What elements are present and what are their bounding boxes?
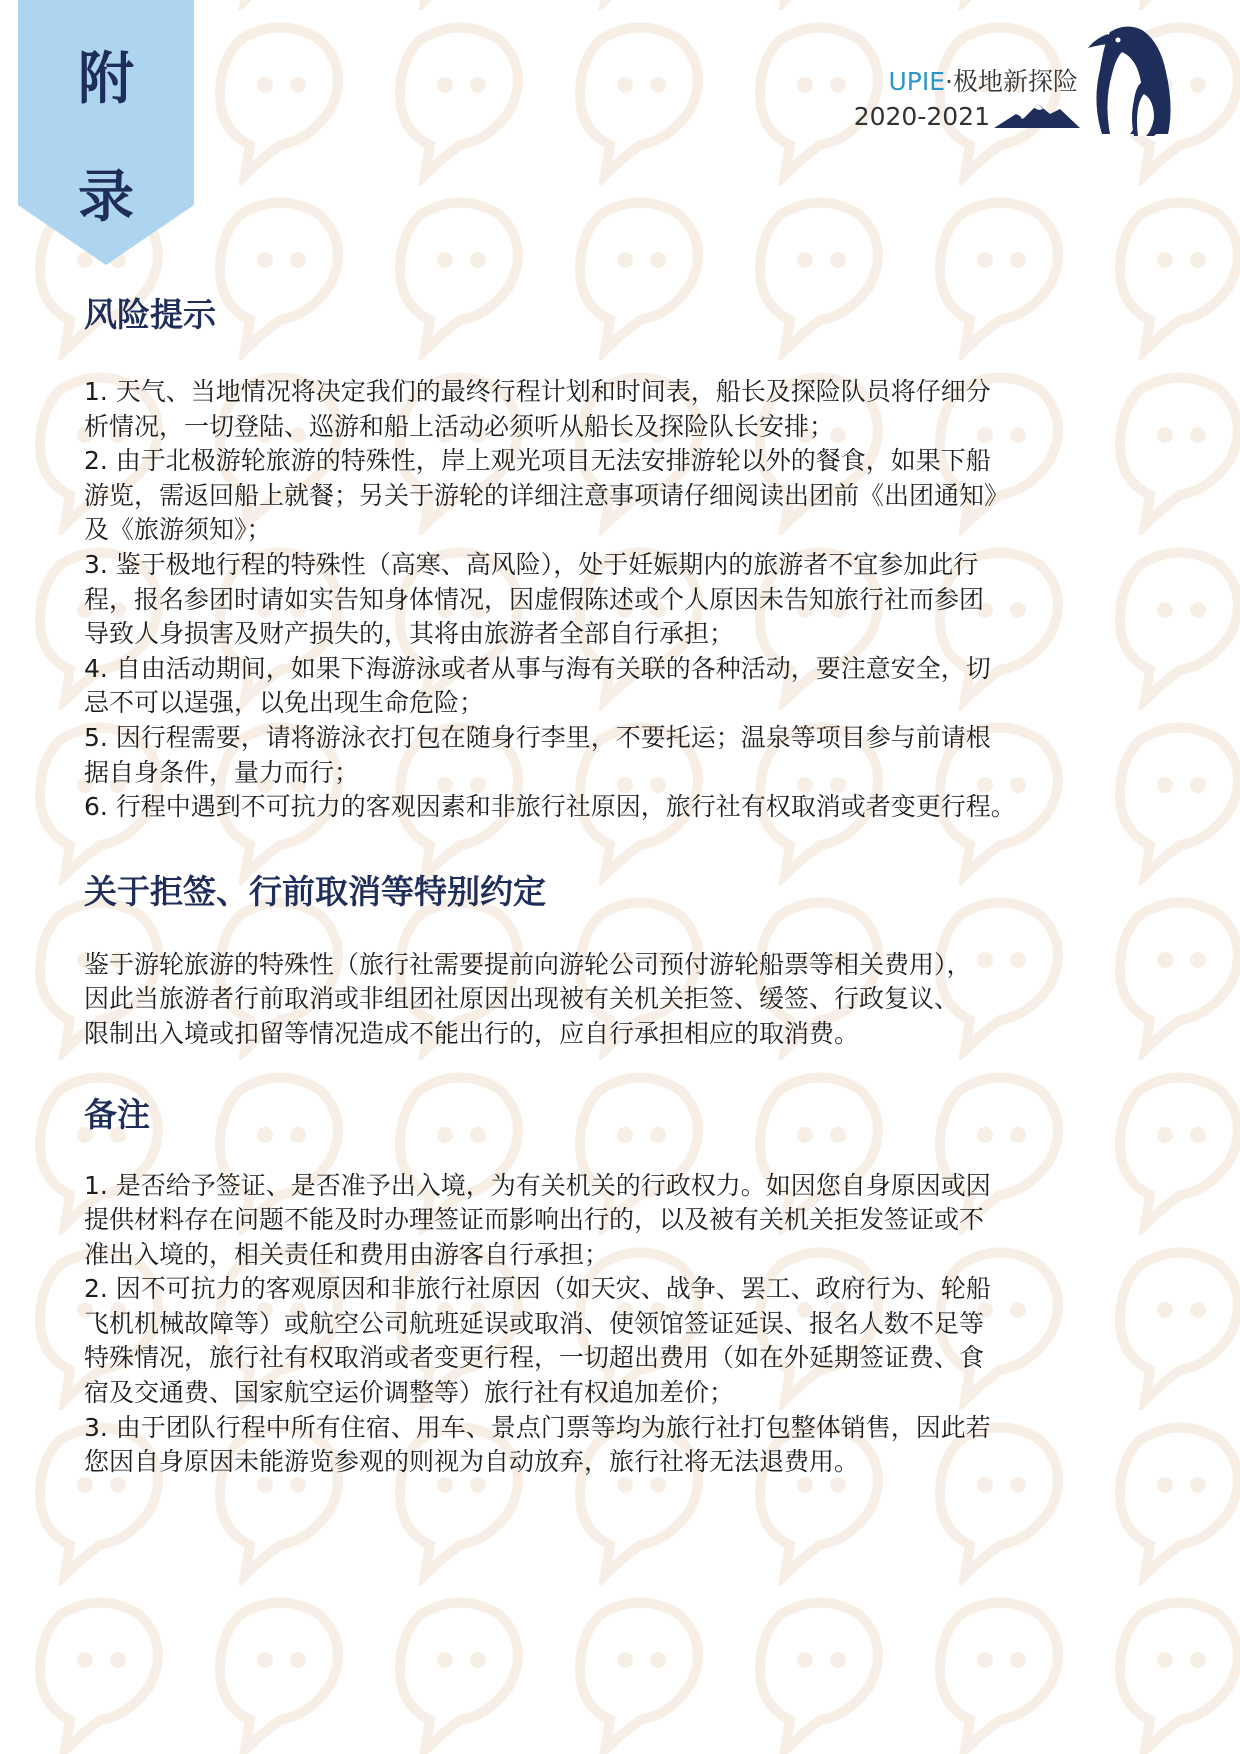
tab-char-2: 录 bbox=[78, 165, 134, 230]
text-line: 1. 天气、当地情况将决定我们的最终行程计划和时间表，船长及探险队员将仔细分 bbox=[84, 377, 991, 406]
mountain-icon bbox=[994, 100, 1084, 130]
penguin-logo-icon bbox=[1082, 22, 1182, 140]
text-line: 据自身条件，量力而行； bbox=[84, 757, 360, 787]
text-line: 因此当旅游者行前取消或非组团社原因出现被有关机关拒签、缓签、行政复议、 bbox=[84, 984, 960, 1014]
text-line: 5. 因行程需要，请将游泳衣打包在随身行李里，不要托运；温泉等项目参与前请根 bbox=[84, 722, 991, 752]
text-line: 鉴于游轮旅游的特殊性（旅行社需要提前向游轮公司预付游轮船票等相关费用）， bbox=[84, 949, 972, 979]
brand-name-latin: UPIE bbox=[888, 67, 946, 96]
text-line: 特殊情况，旅行社有权取消或者变更行程，一切超出费用（如在外延期签证费、食 bbox=[84, 1343, 985, 1373]
section-heading-special-agreement: 关于拒签、行前取消等特别约定 bbox=[84, 871, 546, 911]
text-line: 限制出入境或扣留等情况造成不能出行的，应自行承担相应的取消费。 bbox=[84, 1018, 860, 1048]
brand-name-cn: 极地新探险 bbox=[952, 67, 1078, 96]
brand-separator: · bbox=[945, 67, 953, 96]
text-line: 游览，需返回船上就餐；另关于游轮的详细注意事项请仔细阅读出团前《出团通知》 bbox=[84, 480, 1010, 510]
text-line: 及《旅游须知》； bbox=[84, 515, 272, 545]
text-line: 3. 由于团队行程中所有住宿、用车、景点门票等均为旅行社打包整体销售，因此若 bbox=[84, 1412, 991, 1442]
text-line: 4. 自由活动期间，如果下海游泳或者从事与海有关联的各种活动，要注意安全，切 bbox=[84, 653, 991, 683]
remarks-body bbox=[84, 1169, 1164, 1480]
section-heading-remarks: 备注 bbox=[84, 1094, 150, 1134]
text-line: 析情况，一切登陆、巡游和船上活动必须听从船长及探险队长安排； bbox=[84, 411, 835, 441]
text-line: 飞机机械故障等）或航空公司航班延误或取消、使领馆签证延误、报名人数不足等 bbox=[84, 1308, 985, 1338]
text-line: 您因自身原因未能游览参观的则视为自动放弃，旅行社将无法退费用。 bbox=[84, 1447, 860, 1477]
text-line: 3. 鉴于极地行程的特殊性（高寒、高风险），处于妊娠期内的旅游者不宜参加此行 bbox=[84, 549, 979, 579]
text-line: 忌不可以逞强，以免出现生命危险； bbox=[84, 688, 485, 718]
text-line: 宿及交通费、国家航空运价调整等）旅行社有权追加差价； bbox=[84, 1378, 735, 1408]
risk-notice-body bbox=[84, 375, 1164, 825]
section-heading-risk: 风险提示 bbox=[84, 295, 216, 334]
text-line: 准出入境的，相关责任和费用由游客自行承担； bbox=[84, 1239, 610, 1269]
text-line: 提供材料存在问题不能及时办理签证而影响出行的，以及被有关机关拒发签证或不 bbox=[84, 1205, 985, 1235]
text-line: 程，报名参团时请如实告知身体情况，因虚假陈述或个人原因未告知旅行社而参团 bbox=[84, 584, 985, 614]
text-line: 6. 行程中遇到不可抗力的客观因素和非旅行社原因，旅行社有权取消或者变更行程。 bbox=[84, 792, 1016, 822]
appendix-tab bbox=[18, 0, 194, 265]
text-line: 2. 由于北极游轮旅游的特殊性，岸上观光项目无法安排游轮以外的餐食，如果下船 bbox=[84, 446, 991, 476]
tab-char-1: 附 bbox=[78, 47, 134, 112]
text-line: 1. 是否给予签证、是否准予出入境，为有关机关的行政权力。如因您自身原因或因 bbox=[84, 1170, 991, 1200]
text-line: 导致人身损害及财产损失的，其将由旅游者全部自行承担； bbox=[84, 619, 735, 649]
special-agreement-body bbox=[84, 948, 1164, 1052]
text-line: 2. 因不可抗力的客观原因和非旅行社原因（如天灾、战争、罢工、政府行为、轮船 bbox=[84, 1274, 991, 1304]
brand-year: 2020-2021 bbox=[853, 102, 990, 131]
brand-header bbox=[850, 22, 1210, 142]
main-content bbox=[84, 295, 1164, 1480]
brand-title bbox=[850, 62, 1078, 98]
